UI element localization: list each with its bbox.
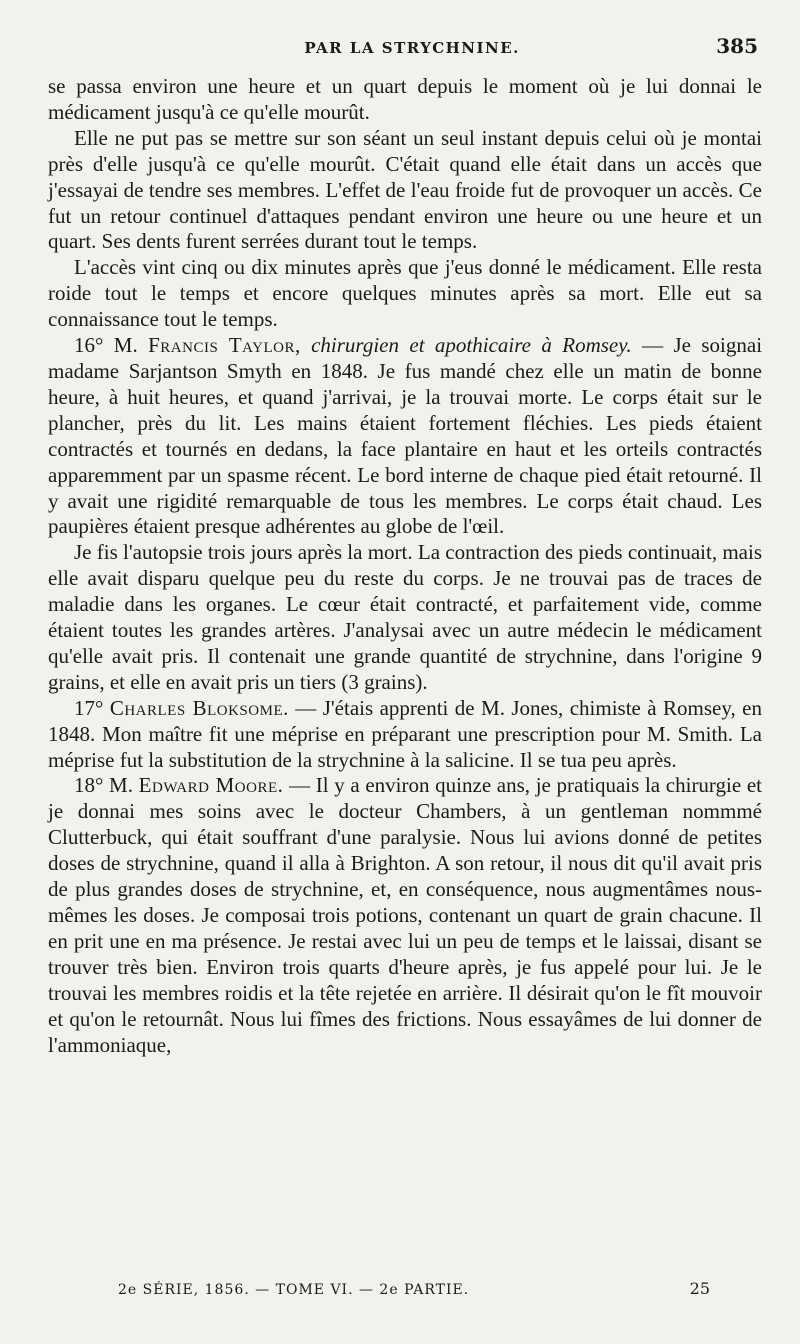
paragraph: Elle ne put pas se mettre sur son séant un seul instant depuis celui où je montai près d'elle jusqu'à ce qu'elle mourût. C'était quand elle était dans un accès que j'essayai de tendre ses membres. L'effet de l'eau froide fut de provoquer un accès. Ce fut un retour continuel d'attaques pendant environ une heure ou une heure et un quart. Ses dents furent serrées durant tout le temps. xyxy=(48,125,762,254)
series-line: 2e SÉRIE, 1856. — TOME VI. — 2e PARTIE. xyxy=(118,1282,470,1298)
testimony-number: 17° xyxy=(74,695,104,720)
testimony-number: 18° M. xyxy=(74,773,133,798)
testimony-number: 16° M. xyxy=(74,333,138,358)
testimony-paragraph: 18° M. Edward Moore. — Il y a environ quinze ans, je pratiquais la chirurgie et je donnai mes soins avec le docteur Chambers, à un gentleman nommmé Clutterbuck, qui était souffrant d'une paralysie. Nous lui avions donné de petites doses de strychnine, quand il alla à Brighton. A son retour, il nous dit qu'il avait pris de plus grandes doses de strychnine, et, en conséquence, nous augmentâmes nous-mêmes les doses. Je composai trois potions, contenant un quart de grain chacune. Il en prit une en ma présence. Je restai avec lui un peu de temps et le laissai, disant se trouver très bien. Environ trois quarts d'heure après, je fus appelé pour lui. Je le trouvai les membres roidis et la tête rejetée en arrière. Il désirait qu'on le fît mouvoir et qu'on le retournât. Nous lui fîmes des frictions. Nous essayâmes de lui donner de l'ammoniaque, xyxy=(48,773,763,1057)
running-title: PAR LA STRYCHNINE. xyxy=(304,39,520,57)
witness-name: Francis Taylor, xyxy=(148,333,301,358)
paragraph: se passa environ une heure et un quart depuis le moment où je lui donnai le médicament jusqu'à ce qu'elle mourût. xyxy=(48,74,762,124)
witness-name: Charles Bloksome. xyxy=(109,695,289,720)
paragraph: L'accès vint cinq ou dix minutes après que j'eus donné le médicament. Elle resta roide tout le temps et encore quelques minutes après sa mort. Elle eut sa connaissance tout le temps. xyxy=(48,255,762,332)
body-text xyxy=(48,74,762,1058)
page-footer xyxy=(118,1279,710,1298)
testimony-paragraph: 16° M. Francis Taylor, chirurgien et apothicaire à Romsey. — Je soignai madame Sarjantson Smyth en 1848. Je fus mandé chez elle un matin de bonne heure, à huit heures, et quand j'arrivai, je la trouvai morte. Le corps était sur le plancher, près du lit. Les mains étaient fortement fléchies. Les pieds étaient contractés et tournés en dedans, la face plantaire en haut et les orteils contractés apparemment par un spasme récent. Le bord interne de chaque pied était retourné. Il y avait une rigidité remarquable de tous les membres. Le corps était chaud. Les paupières étaient presque adhérentes au globe de l'œil. xyxy=(48,333,763,539)
witness-role: chirurgien et apothicaire à Romsey. xyxy=(311,333,632,358)
signature-mark: 25 xyxy=(689,1279,710,1298)
witness-name: Edward Moore. xyxy=(138,773,284,798)
paragraph: Je fis l'autopsie trois jours après la mort. La contraction des pieds continuait, mais elle avait disparu quelque peu du reste du corps. Je ne trouvai pas de traces de maladie dans les organes. Le cœur était contracté, et parfaitement vide, comme étaient toutes les grandes artères. J'analysai avec un autre médecin le médicament qu'elle avait pris. Il contenait une grande quantité de strychnine, dans l'origine 9 grains, et elle en avait pris un tiers (3 grains). xyxy=(48,540,762,694)
page-number: 385 xyxy=(716,34,758,58)
page-header xyxy=(48,34,762,70)
testimony-paragraph: 17° Charles Bloksome. — J'étais apprenti de M. Jones, chimiste à Romsey, en 1848. Mon maître fit une méprise en préparant une prescription pour M. Smith. La méprise fut la substitution de la strychnine à la salicine. Il se tua peu après. xyxy=(48,695,762,772)
